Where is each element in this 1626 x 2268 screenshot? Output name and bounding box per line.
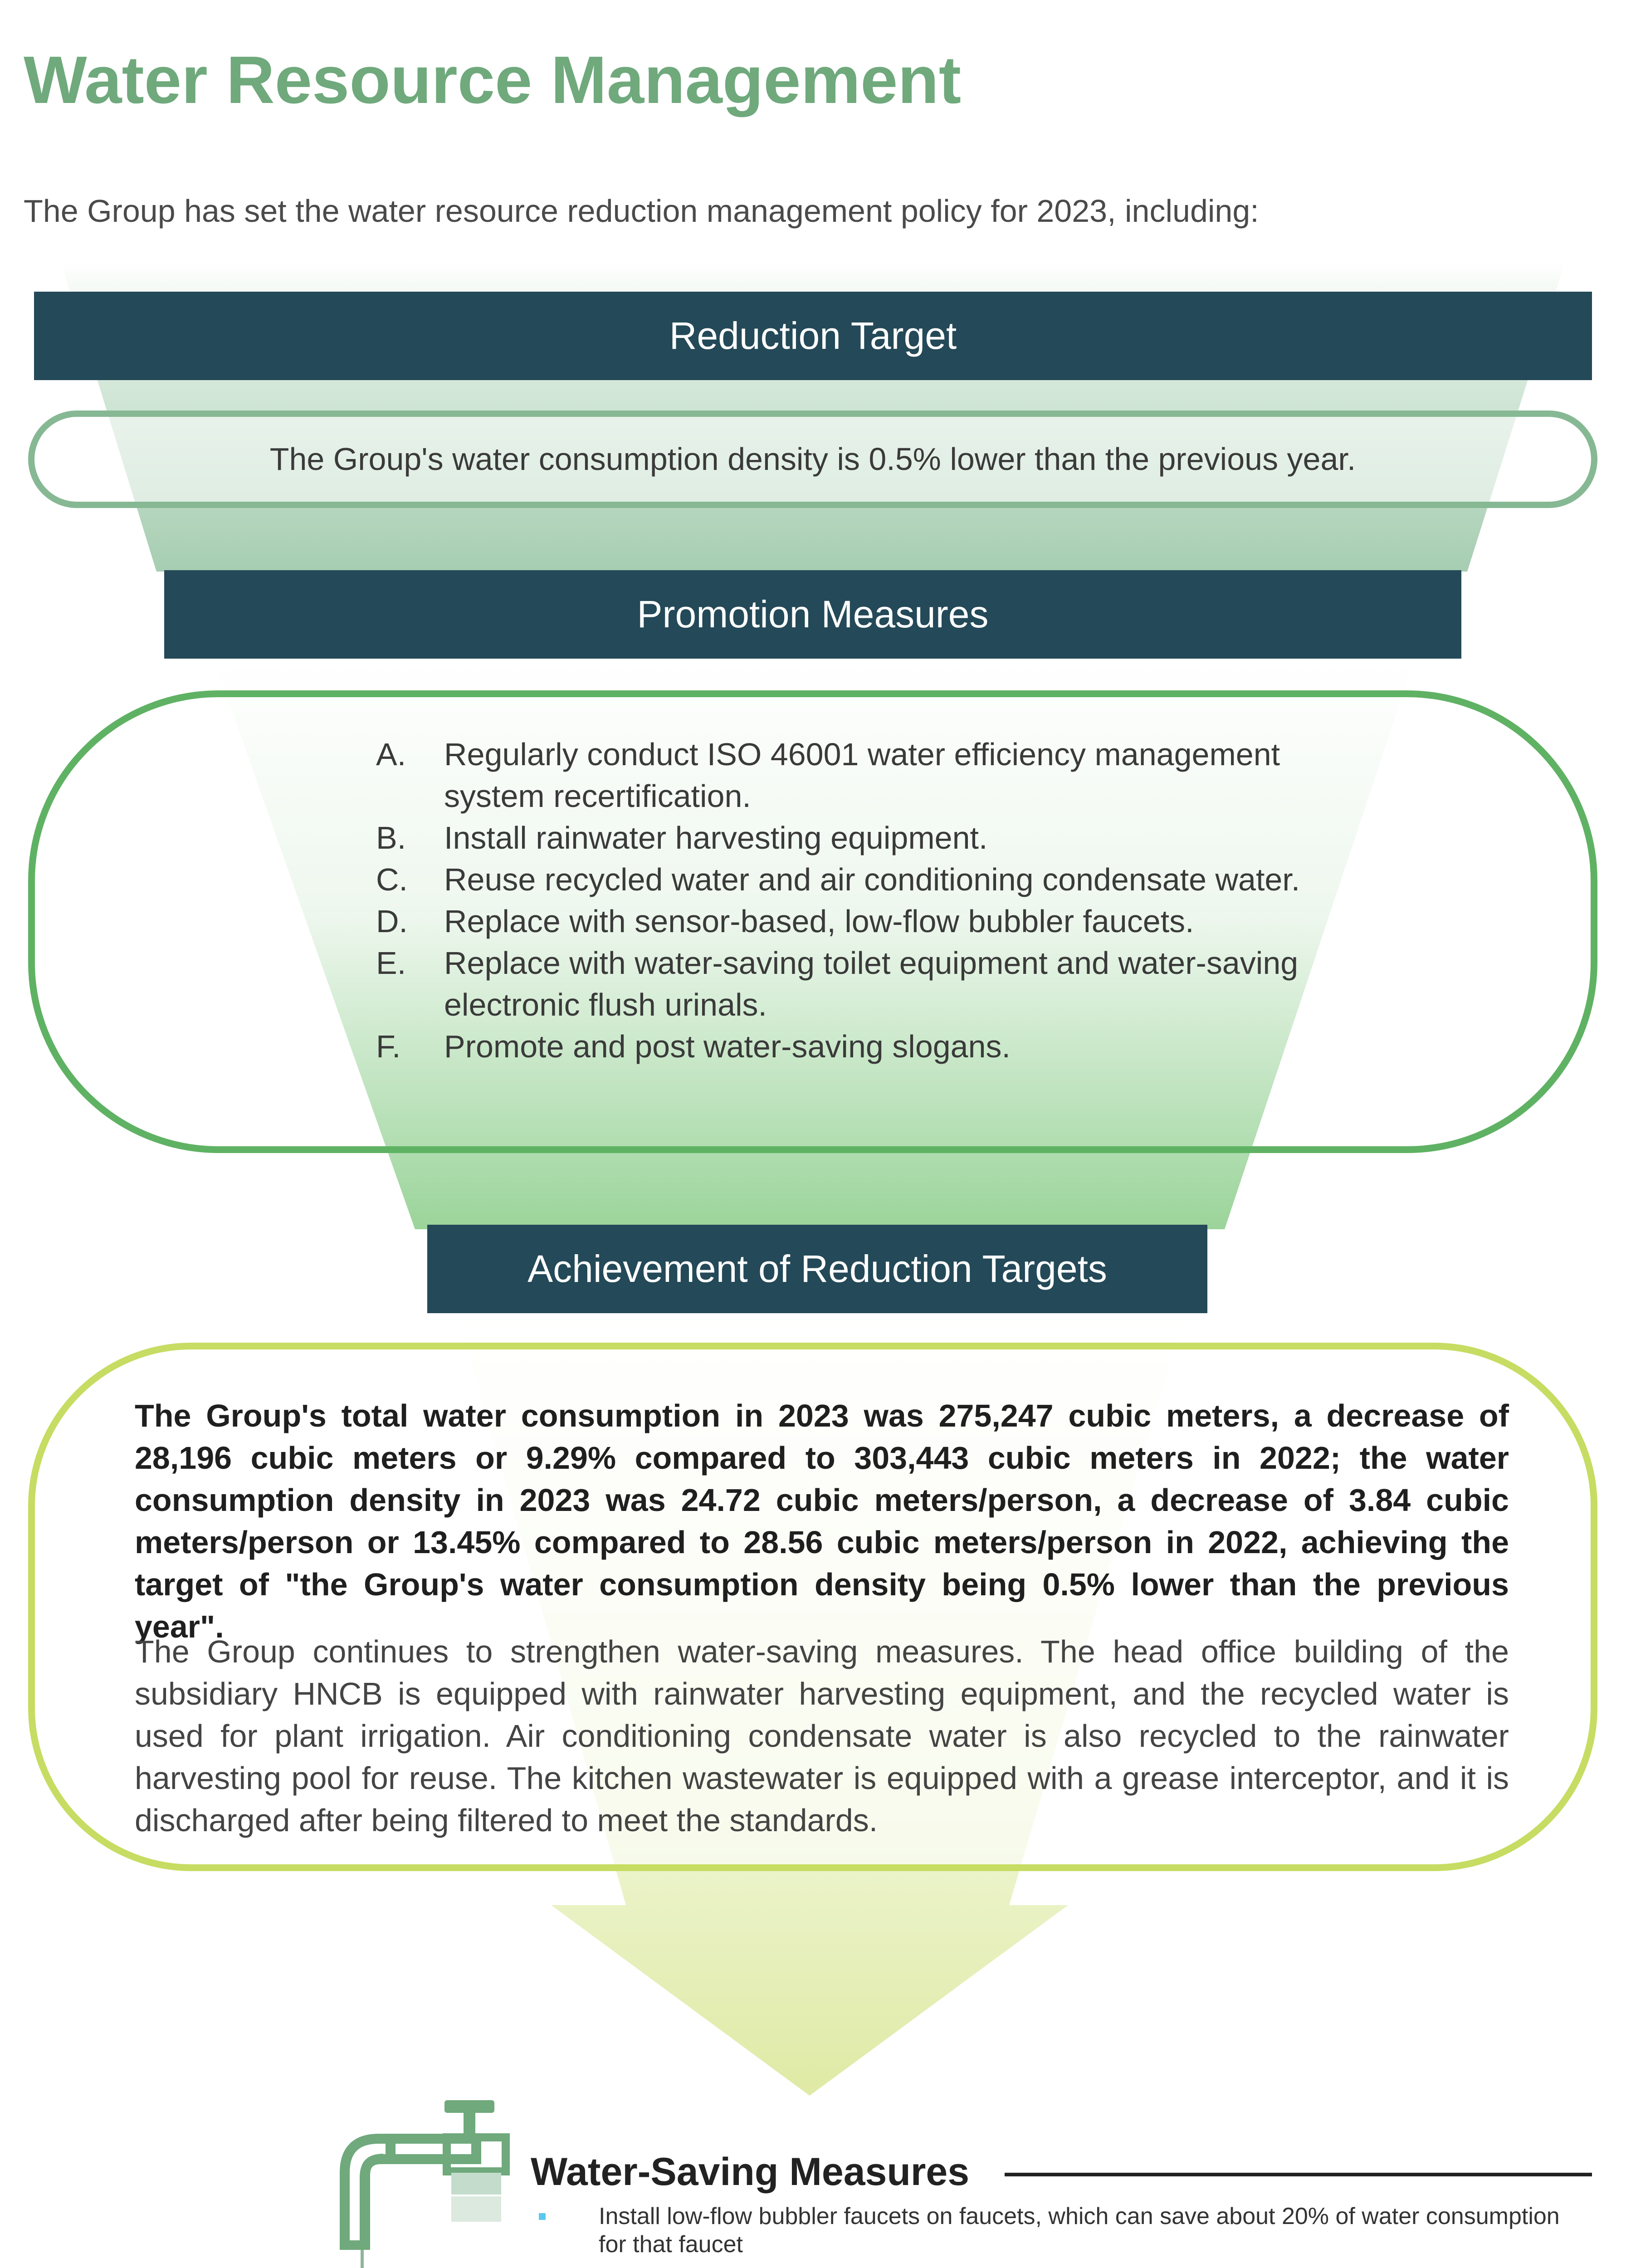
page-title: Water Resource Management [24,43,962,117]
reduction-target-box [28,411,1597,508]
faucet-icon [317,2096,526,2250]
measure-item: D. Replace with sensor-based, low-flow bubbler faucets. [376,904,1194,939]
achievement-box [28,1343,1597,1871]
achievement-header [427,1225,1207,1313]
measure-item: A. Regularly conduct ISO 46001 water efficiency management system recertification. [376,737,1280,814]
intro-text: The Group has set the water resource reduction management policy for 2023, including: [24,193,1259,229]
measure-item: B. Install rainwater harvesting equipment. [376,820,988,855]
promotion-measures-list [376,733,1310,1067]
measures-heading-rule [1005,2173,1592,2176]
bullet-marker [539,2213,546,2220]
measure-item: E. Replace with water-saving toilet equipment and water-saving electronic flush urinals. [376,945,1299,1022]
measure-item: F. Promote and post water-saving slogans. [376,1029,1011,1064]
reduction-target-header [34,292,1592,380]
achievement-details: The Group continues to strengthen water-saving measures. The head office building of the subsidiary HNCB is equipped with rainwater harvesting equipment, and the recycled water is used for plant irrigation. Air conditioning condensate water is also recycled to the rainwater harvesting pool for reuse. The kitchen wastewater is equipped with a grease interceptor, and it is discharged after being filtered to meet the standards. [135,1634,1509,1838]
promotion-measures-heading: Promotion Measures [637,593,989,635]
equipment-item: Install low-flow bubbler faucets on faucets, which can save about 20% of water consumption for that faucet [535,2202,1574,2258]
measures-heading: Water-Saving Measures [531,2150,970,2194]
equipment-list [535,2202,1574,2268]
achievement-heading: Achievement of Reduction Targets [527,1247,1107,1290]
promotion-measures-box [28,690,1597,1153]
reduction-target-text: The Group's water consumption density is 0.5% lower than the previous year. [269,441,1356,477]
promotion-measures-header [164,570,1461,659]
achievement-summary: The Group's total water consumption in 2023 was 275,247 cubic meters, a decrease of 28,196 cubic meters or 9.29% compared to 303,443 cubic meters in 2022; the water consumption density in 2023 was 24.72 cubic meters/person, a decrease of 3.84 cubic meters/person or 13.45% compared to 28.56 cubic meters/person in 2022, achieving the target of "the Group's water consumption density being 0.5% lower than the previous year". [135,1398,1509,1644]
measure-item: C. Reuse recycled water and air conditioning condensate water. [376,862,1300,897]
timeline-line [361,2250,364,2268]
reduction-target-heading: Reduction Target [669,314,957,357]
